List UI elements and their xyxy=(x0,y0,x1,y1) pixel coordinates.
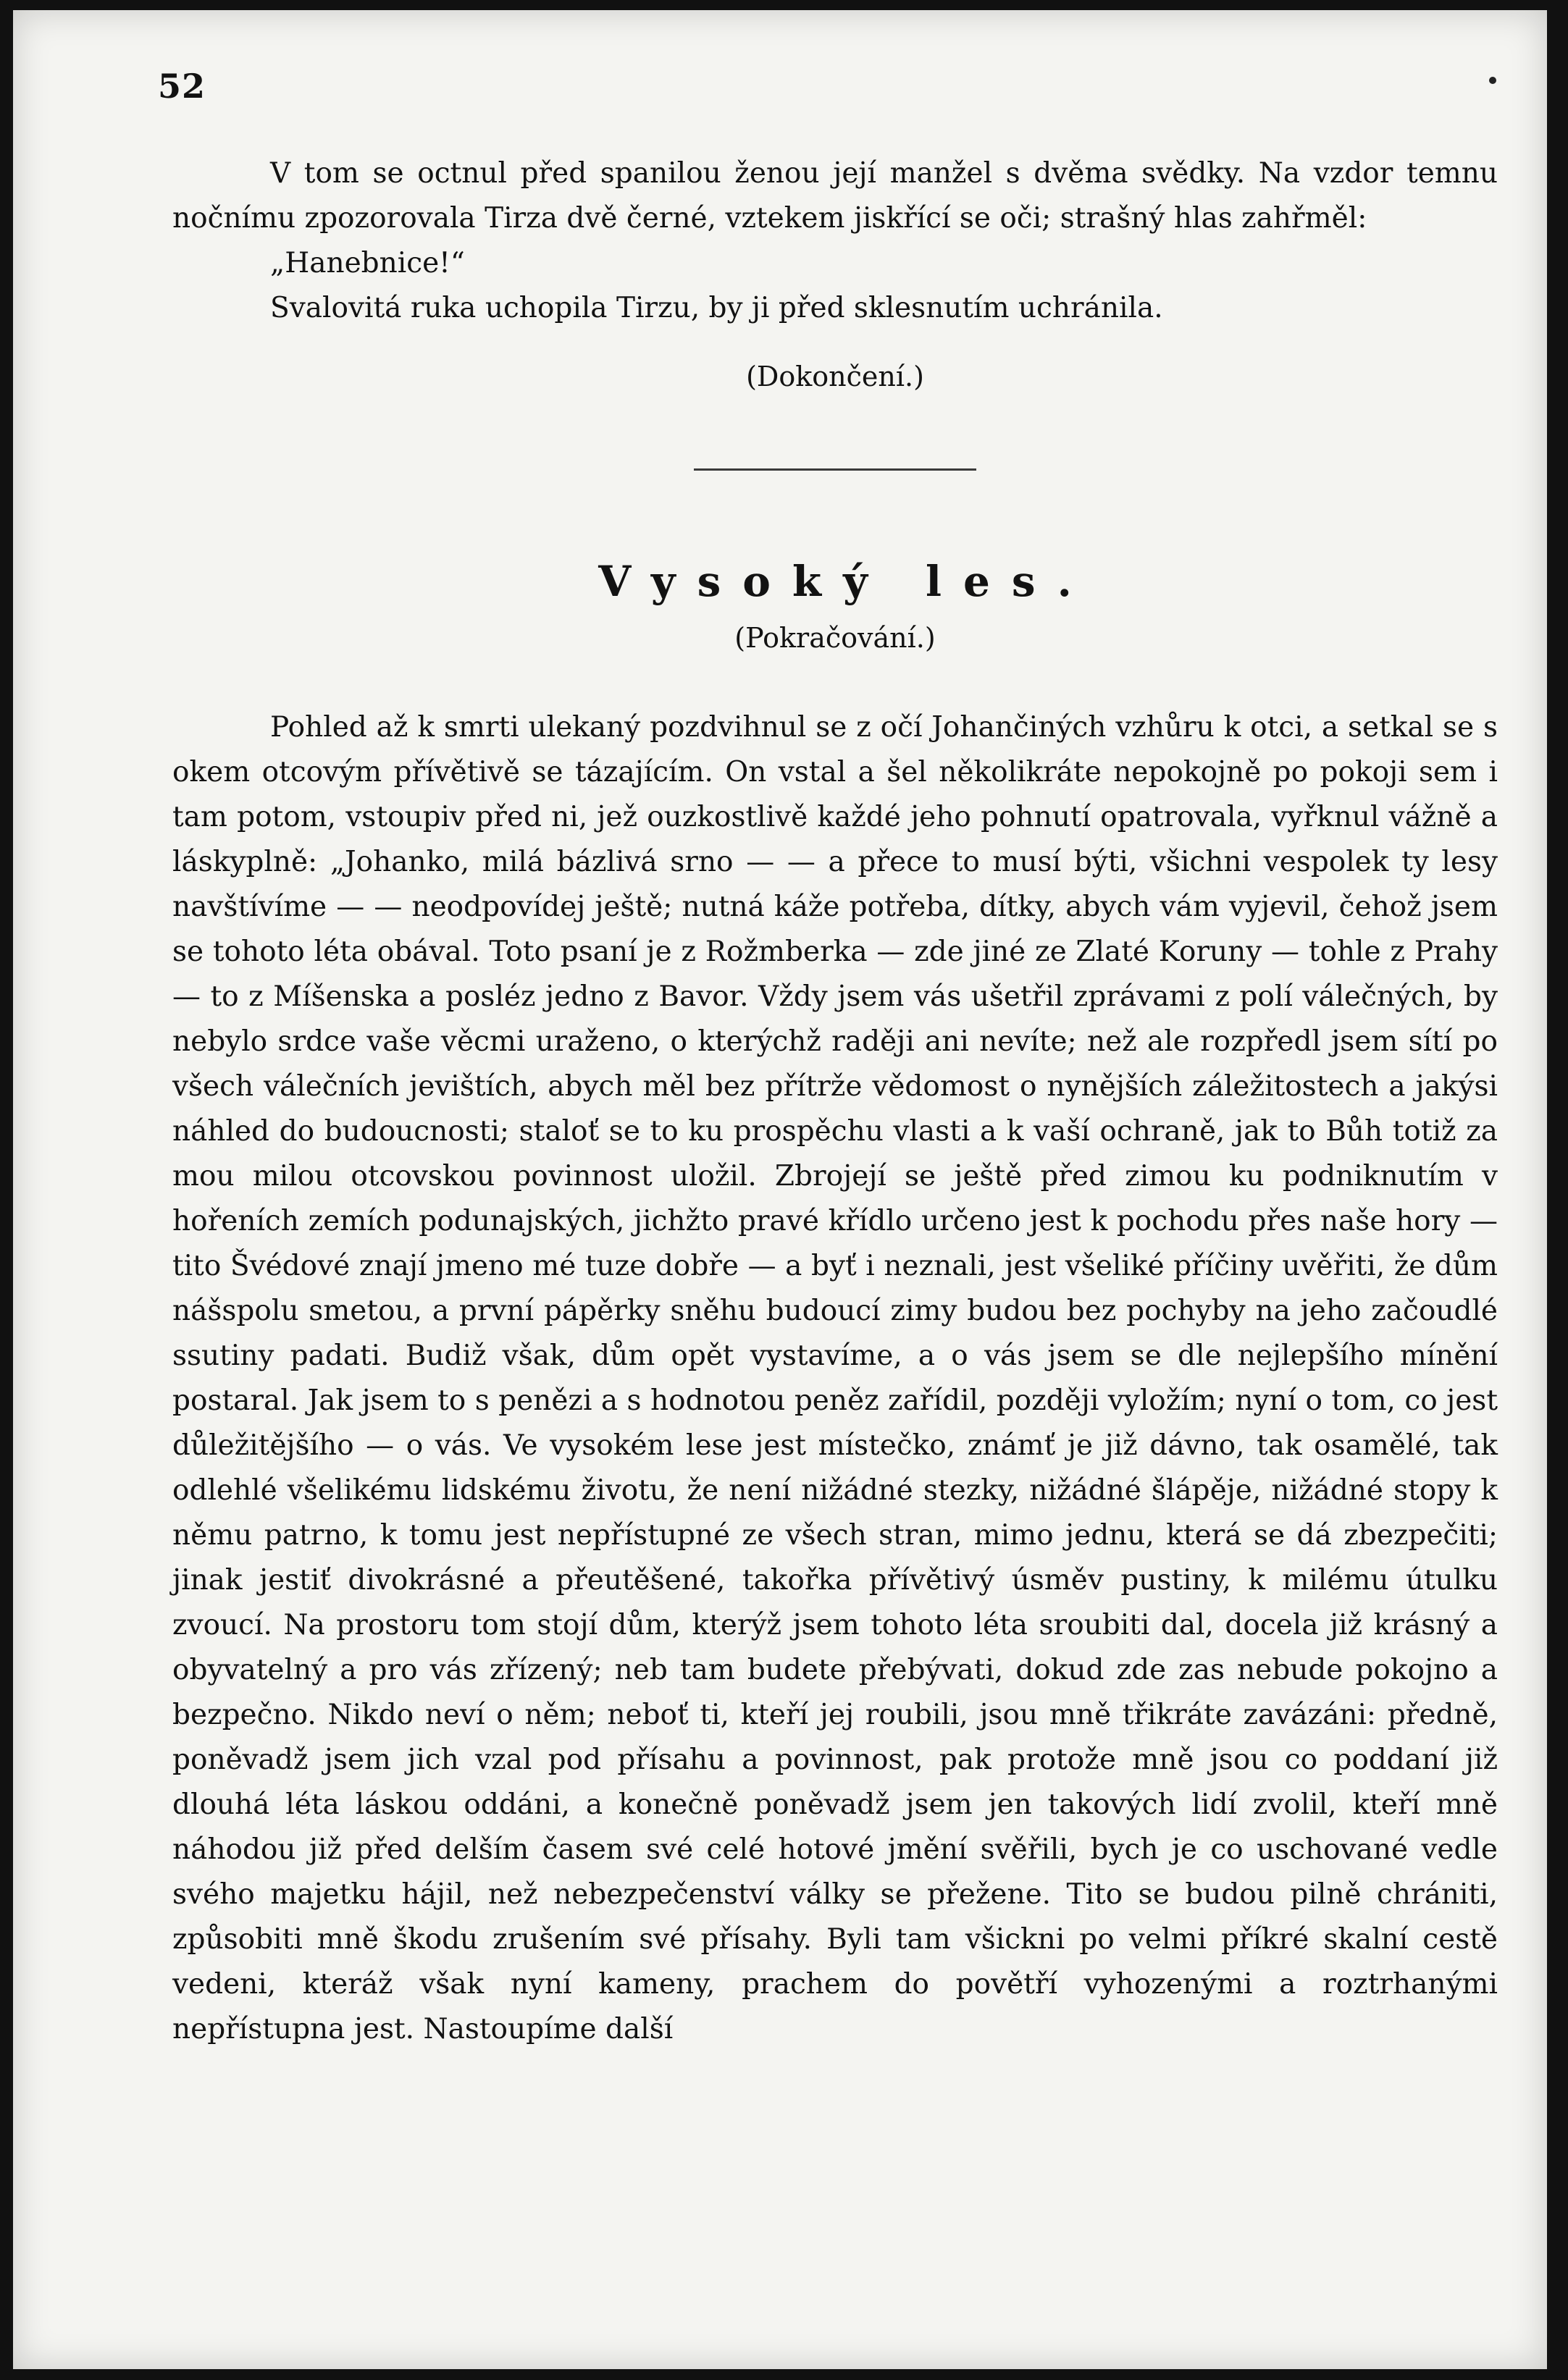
page-number: 52 xyxy=(158,67,206,106)
dokonceni-label: (Dokončení.) xyxy=(746,361,924,392)
article-subtitle: (Pokračování.) xyxy=(734,622,936,654)
article-paragraph: Pohled až k smrti ulekaný pozdvihnul se z očí Johančiných vzhůru k otci, a setkal se s okem otcovým přívětivě se tázajícím. On vstal a šel několikráte nepokojně po pokoji sem i tam potom, vstoupiv před ni, jež ouzkostlivě každé jeho pohnutí opatrovala, vyřknul vážně a láskyplně: „Johanko, milá bázlivá srno — — a přece to musí býti, všichni vespolek ty lesy navštívíme — — neodpovídej ještě; nutná káže potřeba, dítky, abych vám vyjevil, čehož jsem se tohoto léta obával. Toto psaní je z Rožmberka — zde jiné ze Zlaté Koruny — tohle z Prahy — to z Míšenska a posléz jedno z Bavor. Vždy jsem vás ušetřil zprávami z polí válečných, by nebylo srdce vaše věcmi uraženo, o kterýchž raději ani nevíte; než ale rozpředl jsem sítí po všech válečních jevištích, abych měl bez přítrže vědomost o nynějších záležitostech a jakýsi náhled do budoucnosti; staloť se to ku prospěchu vlasti a k vaší ochraně, jak to Bůh totiž za mou milou otcovskou povinnost uložil. Zbrojejí se ještě před zimou ku podniknutím v hořeních zemích podunajských, jichžto pravé křídlo určeno jest k pochodu přes naše hory — tito Švédové znají jmeno mé tuze dobře — a byť i neznali, jest všeliké příčiny uvěřiti, že dům nášspolu smetou, a první pápěrky sněhu budoucí zimy budou bez pochyby na jeho začoudlé ssutiny padati. Budiž však, dům opět vystavíme, a o vás jsem se dle nejlepšího mínění postaral. Jak jsem to s penězi a s hodnotou peněz zařídil, později vyložím; nyní o tom, co jest důležitějšího — o vás. Ve vysokém lese jest místečko, známť je již dávno, tak osamělé, tak odlehlé všelikému lidskému životu, že není nižádné stezky, nižádné šlápěje, nižádné stopy k němu patrno, k tomu jest nepřístupné ze všech stran, mimo jednu, která se dá zbezpečiti; jinak jestiť divokrásné a přeutěšené, takořka přívětivý úsměv pustiny, k milému útulku zvoucí. Na prostoru tom stojí dům, kterýž jsem tohoto léta sroubiti dal, docela již krásný a obyvatelný a pro vás zřízený; neb tam budete přebývati, dokud zde zas nebude pokojno a bezpečno. Nikdo neví o něm; neboť ti, kteří jej roubili, jsou mně třikráte zavázáni: předně, poněvadž jsem jich vzal pod přísahu a povinnost, pak protože mně jsou co poddaní již dlouhá léta láskou oddáni, a konečně poněvadž jsem jen takových lidí zvolil, kteří mně náhodou již před delším časem své celé hotové jmění svěřili, bych je co uschované vedle svého majetku hájil, než nebezpečenství války se přežene. Tito se budou pilně chrániti, způsobiti mně škodu zrušením své přísahy. Byli tam všickni po velmi příkré skalní cestě vedeni, kteráž však nyní kameny, prachem do povětří vyhozenými a roztrhanými nepřístupna jest. Nastoupíme další xyxy=(172,711,1498,2045)
intro-paragraph: V tom se octnul před spanilou ženou její manžel s dvěma svědky. Na vzdor temnu nočnímu zpozorovala Tirza dvě černé, vztekem jiskřící se oči; strašný hlas zahřměl: xyxy=(172,157,1498,235)
section-divider xyxy=(694,468,976,471)
article-title: Vysoký les. xyxy=(598,557,1094,606)
exclamation-line: „Hanebnice!“ xyxy=(270,247,465,279)
ink-dot xyxy=(1489,77,1496,84)
page-content xyxy=(172,151,1498,2052)
closing-line: Svalovitá ruka uchopila Tirzu, by ji před sklesnutím uchránila. xyxy=(270,292,1163,324)
document-page xyxy=(13,10,1547,2369)
